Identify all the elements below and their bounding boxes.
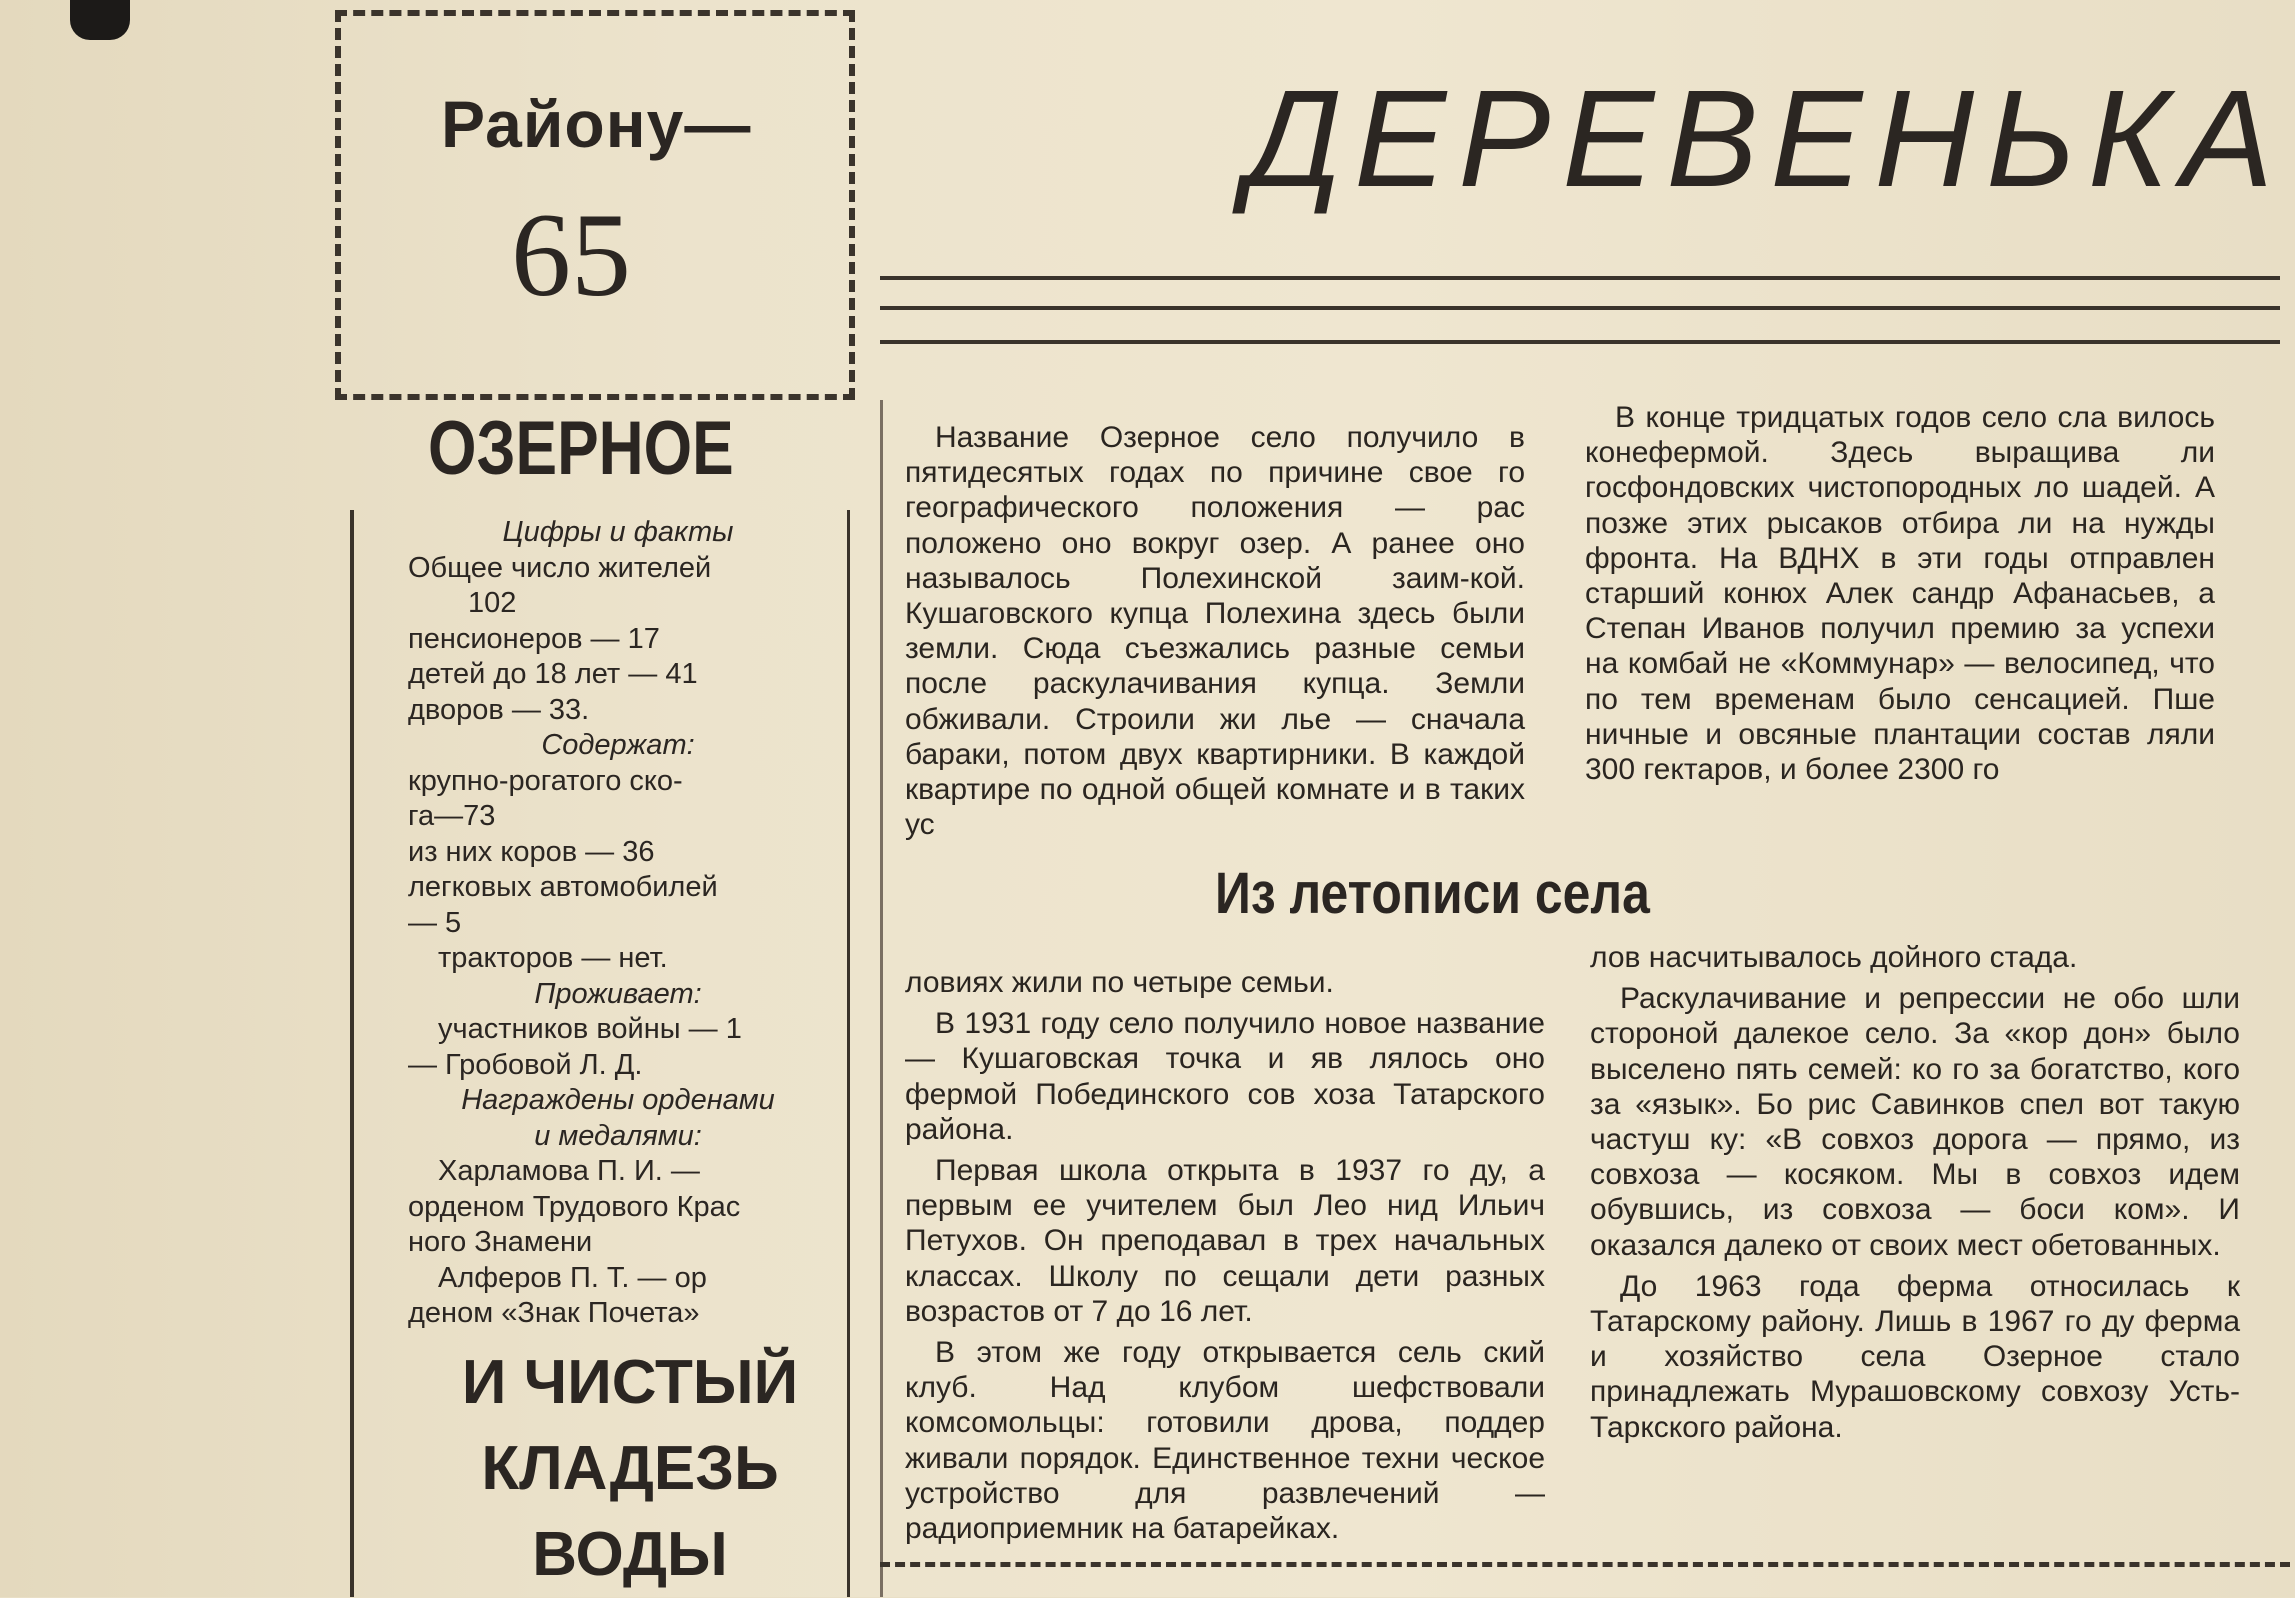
article-paragraph: В 1931 году село получило новое название — Кушаговская точка и яв лялось оно фермой Побединского сов хоза Татарского района. [905,1007,1545,1146]
article-paragraph: В этом же году открывается сель ский клуб. Над клубом шефствовали комсомольцы: готовили дрова, поддер живали порядок. Единственное техни ческое устройство для развлечений — радиоприемник на батарейках. [905,1336,1545,1546]
second-headline-line: ВОДЫ [532,1520,728,1589]
article-paragraph: До 1963 года ферма относилась к Татарскому району. Лишь в 1967 го ду ферма и хозяйство села Озерное стало принадлежать Мурашовскому совхозу Усть-Таркского района. [1590,1269,2240,1444]
masthead-title: ДЕРЕВЕНЬКА [1245,62,2286,216]
facts-line: га—73 [408,800,496,832]
column-divider [880,400,883,1597]
chronicle-headline: Из летописи села [1215,861,1650,926]
facts-line: деном «Знак Почета» [408,1297,700,1329]
article-column-2 [1585,400,2215,793]
article-column-1 [905,420,1525,848]
facts-line: легковых автомобилей [408,871,718,903]
article-paragraph: Название Озерное село получило в пятидесятых годах по причине свое го географического положения — рас положено оно вокруг озер. А ранее оно называлось Полехинской заим-кой. Кушаговского купца Полехина здесь были земли. Сюда съезжались разные семьи после раскулачивания купца. Земли обживали. Строили жи лье — сначала бараки, потом двух квартирники. В каждой квартире по одной общей комнате и в таких ус [905,421,1525,842]
corner-ink-mark [70,0,130,40]
facts-line: из них коров — 36 [408,835,655,868]
masthead-rule [880,306,2280,310]
article-paragraph: лов насчитывалось дойного стада. [1590,941,2078,974]
facts-line: Алферов П. Т. — ор [438,1261,707,1294]
anniversary-number: 65 [511,188,631,321]
awards-heading: и медалями: [534,1119,702,1152]
facts-line: пенсионеров — 17 [408,622,660,655]
second-headline-line: КЛАДЕЗЬ [481,1434,779,1503]
facts-line: — 5 [408,906,462,939]
article-column-4 [1590,940,2240,1451]
facts-line: участников войны — 1 [438,1013,742,1045]
article-paragraph: Первая школа открыта в 1937 го ду, а первым ее учителем был Лео нид Ильич Петухов. Он преподавал в трех начальных классах. Школу по сещали дети разных возрастов от 7 до 16 лет. [905,1154,1545,1328]
article-paragraph: В конце тридцатых годов село сла вилось конефермой. Здесь выращива ли госфондовских чистопородных ло шадей. А позже этих рысаков отбира ли на нужды фронта. На ВДНХ в эти годы отправлен старший конюх Алек сандр Афанасьев, а Степан Иванов получил премию за успехи на комбай не «Коммунар» — велосипед, что по тем временам было сенсацией. Пше ничные и овсяные плантации состав ляли 300 гектаров, и более 2300 го [1585,401,2215,787]
article-paragraph: ловиях жили по четыре семьи. [905,966,1334,999]
masthead-rule [880,276,2280,280]
article-column-3 [905,965,1545,1552]
facts-line: 102 [468,587,517,619]
anniversary-box [335,10,855,400]
second-headline [420,1340,840,1598]
facts-line: Харламова П. И. — [438,1155,700,1187]
article-paragraph: Раскулачивание и репрессии не обо шли стороной далекое село. За «кор дон» было выселено пять семей: ко го за богатство, кого за «язык». Бо рис Савинков спел вот такую частуш ку: «В совхоз дорога — прямо, из совхоза — косяком. Мы в совхоз идем обувшись, из совхоза — боси ком». И оказался далеко от своих мест обетованных. [1590,982,2240,1262]
facts-line: орденом Трудового Крас [408,1190,741,1223]
facts-line: ного Знамени [408,1226,593,1258]
keeps-heading: Содержат: [541,729,695,761]
facts-sidebar [408,515,828,1332]
facts-line: дворов — 33. [408,693,590,726]
second-headline-line: И ЧИСТЫЙ [461,1348,799,1417]
facts-line: детей до 18 лет — 41 [408,658,698,690]
live-heading: Проживает: [534,977,702,1010]
masthead-rule [880,340,2280,344]
facts-line: Общее число жителей [408,551,712,584]
facts-line: тракторов — нет. [438,942,668,974]
facts-line: крупно-рогатого ско- [408,764,683,797]
facts-heading: Цифры и факты [502,516,734,548]
village-name-heading: ОЗЕРНОЕ [428,406,734,491]
bottom-dashed-rule [880,1562,2290,1567]
anniversary-label: Району— [441,87,752,161]
facts-line: — Гробовой Л. Д. [408,1048,643,1081]
awards-heading: Награждены орденами [461,1084,775,1116]
